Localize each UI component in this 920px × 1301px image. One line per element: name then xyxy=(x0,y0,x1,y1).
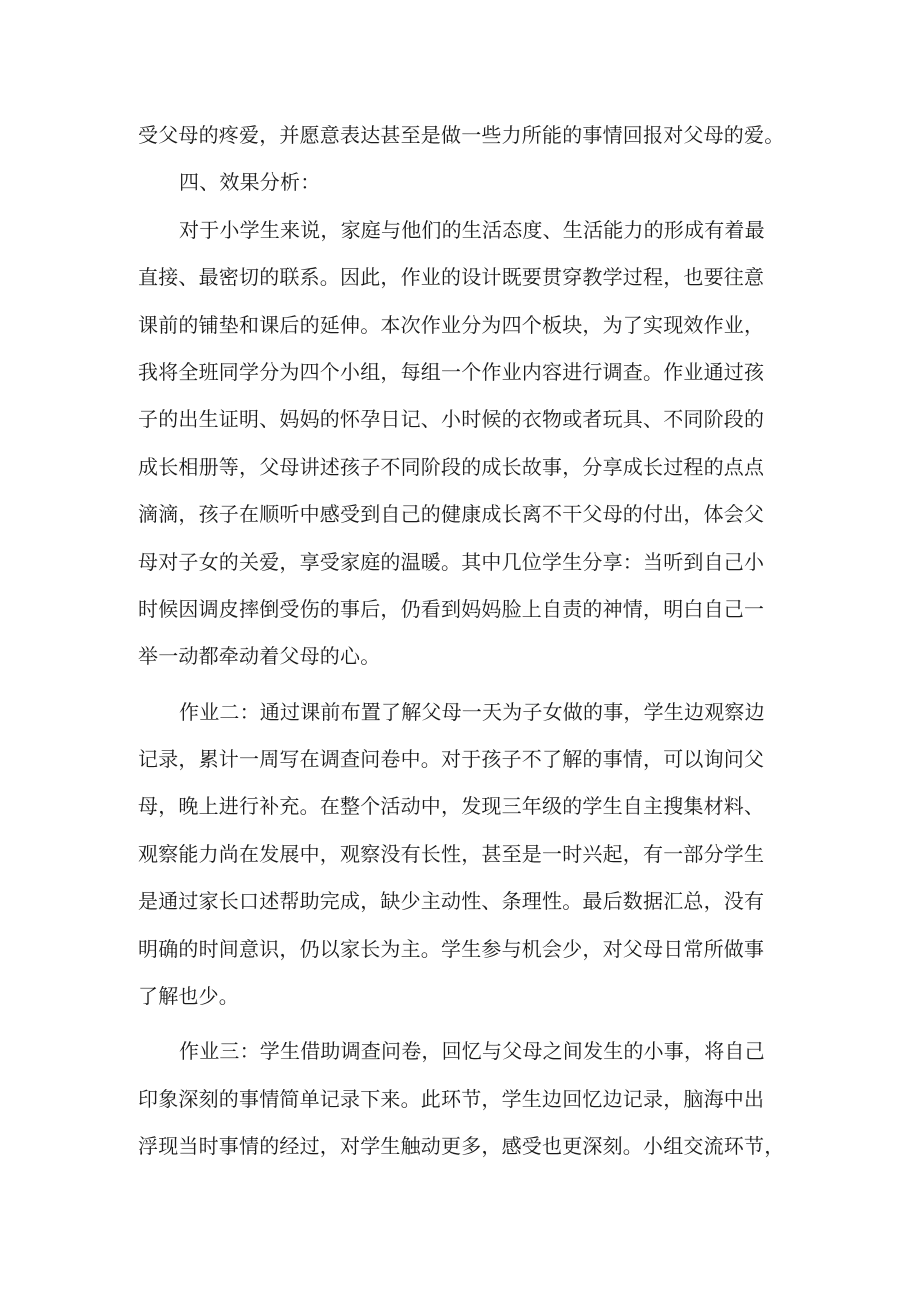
text-line: 受父母的疼爱，并愿意表达甚至是做一些力所能的事情回报对父母的爱。 xyxy=(138,123,785,147)
text-line: 举一动都牵动着父母的心。 xyxy=(138,644,381,669)
text-line: 滴滴，孩子在顺听中感受到自己的健康成长离不干父母的付出，体会父 xyxy=(138,502,765,527)
section-heading xyxy=(138,159,781,206)
text-line: 是通过家长口述帮助完成，缺少主动性、条理性。最后数据汇总，没有 xyxy=(138,889,765,914)
text-line: 对于小学生来说，家庭与他们的生活态度、生活能力的形成有着最 xyxy=(179,217,765,242)
document-body xyxy=(138,112,785,1171)
text-line: 子的出生证明、妈妈的怀孕日记、小时候的衣物或者玩具、不同阶段的 xyxy=(138,407,765,432)
text-line: 了解也少。 xyxy=(138,984,239,1009)
text-line: 成长相册等，父母讲述孩子不同阶段的成长故事，分享成长过程的点点 xyxy=(138,454,765,479)
text-line: 浮现当时事情的经过，对学生触动更多，感受也更深刻。小组交流环节， xyxy=(138,1134,785,1159)
text-line: 时候因调皮摔倒受伤的事后，仍看到妈妈脸上自责的神情，明白自己一 xyxy=(138,596,765,621)
text-line: 明确的时间意识，仍以家长为主。学生参与机会少，对父母日常所做事 xyxy=(138,936,765,961)
paragraph-assignment-three xyxy=(138,1028,785,1170)
text-line: 母对子女的关爱，享受家庭的温暖。其中几位学生分享：当听到自己小 xyxy=(138,549,765,574)
paragraph-assignment-two xyxy=(138,689,781,1021)
text-line: 母，晚上进行补充。在整个活动中，发现三年级的学生自主搜集材料、 xyxy=(138,794,765,819)
text-line: 作业三：学生借助调查问卷，回忆与父母之间发生的小事，将自己 xyxy=(179,1039,765,1064)
text-line: 记录，累计一周写在调查问卷中。对于孩子不了解的事情，可以询问父 xyxy=(138,747,765,772)
heading-line: 四、效果分析： xyxy=(179,170,321,195)
text-line: 作业二：通过课前布置了解父母一天为子女做的事，学生边观察边 xyxy=(179,699,765,724)
text-line: 我将全班同学分为四个小组，每组一个作业内容进行调查。作业通过孩 xyxy=(138,359,765,384)
text-line: 印象深刻的事情简单记录下来。此环节，学生边回忆边记录，脑海中出 xyxy=(138,1086,765,1111)
paragraph-intro-tail xyxy=(138,112,785,159)
text-line: 课前的铺垫和课后的延伸。本次作业分为四个板块，为了实现效作业， xyxy=(138,312,765,337)
paragraph-assignment-one xyxy=(138,207,781,681)
text-line: 直接、最密切的联系。因此，作业的设计既要贯穿教学过程，也要往意 xyxy=(138,265,765,290)
text-line: 观察能力尚在发展中，观察没有长性，甚至是一时兴起，有一部分学生 xyxy=(138,841,765,866)
paragraph-gap xyxy=(138,681,781,689)
paragraph-gap xyxy=(138,1020,781,1028)
